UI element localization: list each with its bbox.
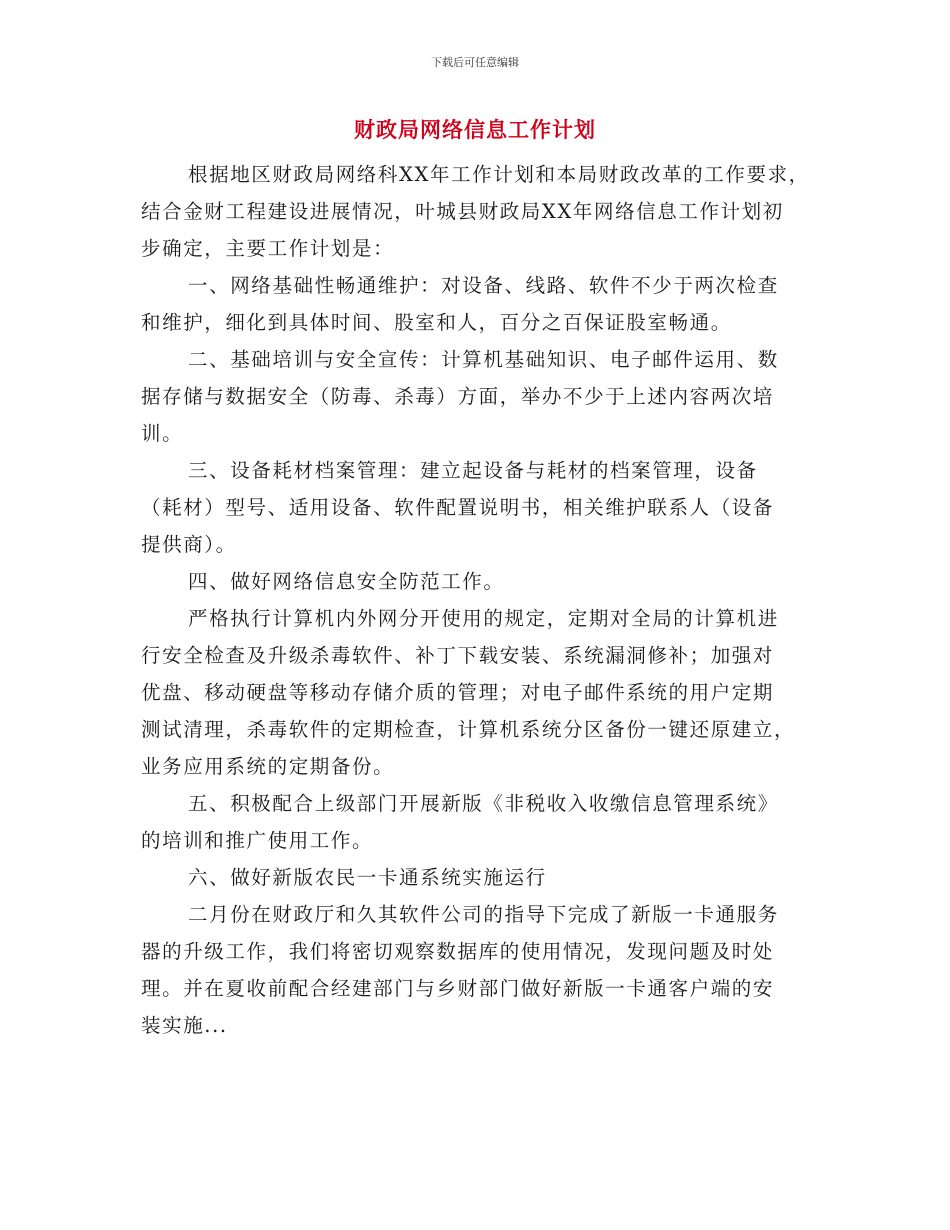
body-line: 二、基础培训与安全宣传：计算机基础知识、电子邮件运用、数 xyxy=(188,348,779,371)
body-line: 结合金财工程建设进展情况，叶城县财政局XX年网络信息工作计划初 xyxy=(141,200,784,223)
body-line: 三、设备耗材档案管理：建立起设备与耗材的档案管理，设备 xyxy=(188,459,758,482)
document-body xyxy=(141,156,829,1044)
body-line: 五、积极配合上级部门开展新版《非税收入收缴信息管理系统》 xyxy=(188,792,779,815)
body-line: 二月份在财政厅和久其软件公司的指导下完成了新版一卡通服务 xyxy=(188,903,779,926)
header-note: 下载后可任意编辑 xyxy=(431,56,519,69)
body-line: （耗材）型号、适用设备、软件配置说明书，相关维护联系人（设备 xyxy=(141,496,775,519)
body-line: 提供商）。 xyxy=(141,533,237,556)
body-line: 四、做好网络信息安全防范工作。 xyxy=(188,570,505,593)
document-title: 财政局网络信息工作计划 xyxy=(354,118,596,142)
body-line: 训。 xyxy=(141,422,184,445)
body-line: 行安全检查及升级杀毒软件、补丁下载安装、系统漏洞修补；加强对 xyxy=(141,644,775,667)
body-line: 器的升级工作，我们将密切观察数据库的使用情况，发现问题及时处 xyxy=(141,940,775,963)
body-line: 和维护，细化到具体时间、股室和人，百分之百保证股室畅通。 xyxy=(141,311,732,334)
body-line: 据存储与数据安全（防毒、杀毒）方面，举办不少于上述内容两次培 xyxy=(141,385,775,408)
body-line: 一、网络基础性畅通维护：对设备、线路、软件不少于两次检查 xyxy=(188,274,779,297)
body-line: 业务应用系统的定期备份。 xyxy=(141,755,395,778)
body-line: 根据地区财政局网络科XX年工作计划和本局财政改革的工作要求， xyxy=(188,163,810,186)
body-line: 装实施... xyxy=(141,1014,228,1037)
body-line: 理。并在夏收前配合经建部门与乡财部门做好新版一卡通客户端的安 xyxy=(141,977,775,1000)
body-line: 优盘、移动硬盘等移动存储介质的管理；对电子邮件系统的用户定期 xyxy=(141,681,775,704)
body-line: 严格执行计算机内外网分开使用的规定，定期对全局的计算机进 xyxy=(188,607,779,630)
body-line: 步确定，主要工作计划是： xyxy=(141,237,395,260)
body-line: 六、做好新版农民一卡通系统实施运行 xyxy=(188,866,547,889)
body-line: 的培训和推广使用工作。 xyxy=(141,829,374,852)
body-line: 测试清理，杀毒软件的定期检查，计算机系统分区备份一键还原建立， xyxy=(141,718,796,741)
